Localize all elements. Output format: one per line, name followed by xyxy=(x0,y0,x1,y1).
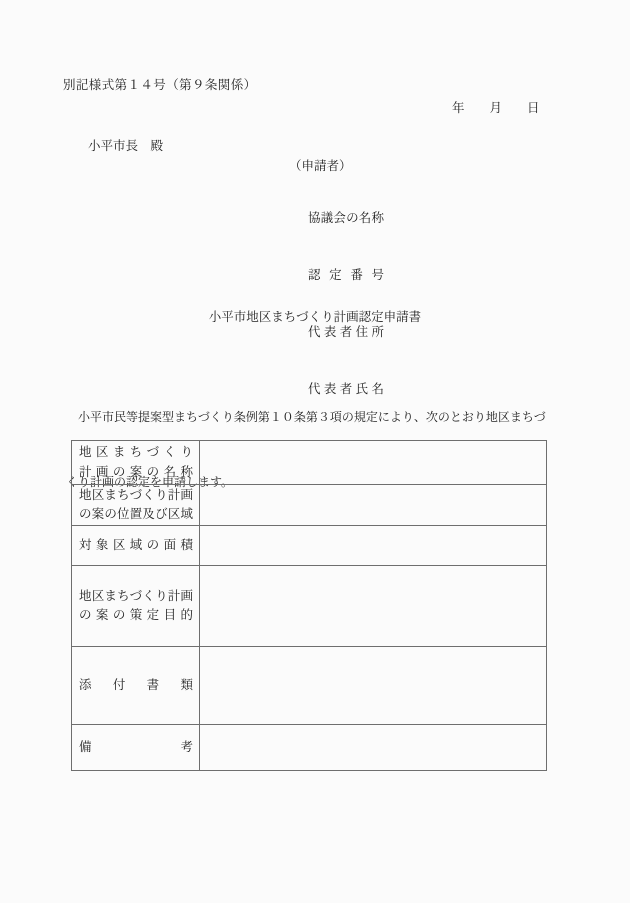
applicant-field-representative-name: 代表者氏名 xyxy=(308,381,384,396)
value-cell-plan-name xyxy=(200,441,546,484)
table-row-attachments xyxy=(72,646,546,724)
table-row-plan-purpose xyxy=(72,565,546,646)
document-title: 小平市地区まちづくり計画認定申請書 xyxy=(208,310,422,324)
value-cell-remarks xyxy=(200,725,546,770)
label-line: 地区まちづくり計画 xyxy=(79,487,193,502)
row-label-remarks xyxy=(72,725,200,770)
table-row-plan-name xyxy=(72,441,546,484)
label-line: の案の位置及び区域 xyxy=(79,507,193,521)
value-cell-plan-purpose xyxy=(200,566,546,646)
row-label-attachments xyxy=(72,647,200,724)
row-label-target-area-size xyxy=(72,526,200,565)
addressee-line: 小平市長 殿 xyxy=(88,139,164,153)
label-line: 地区まちづくり xyxy=(79,445,193,459)
value-cell-attachments xyxy=(200,647,546,724)
row-label-plan-purpose xyxy=(72,566,200,646)
date-line: 年 月 日 xyxy=(452,101,540,115)
value-cell-location-area xyxy=(200,485,546,525)
body-paragraph-line-1: 小平市民等提案型まちづくり条例第１０条第３項の規定により、次のとおり地区まちづ xyxy=(66,410,546,424)
label-line: 備考 xyxy=(79,739,193,754)
application-table xyxy=(71,440,547,771)
value-cell-target-area-size xyxy=(200,526,546,565)
applicant-heading: （申請者） xyxy=(289,159,352,173)
applicant-field-certification-number: 認定番号 xyxy=(308,268,384,282)
label-line: の案の策定目的 xyxy=(79,608,193,622)
body-paragraph-line-2: くり計画の認定を申請します。 xyxy=(66,474,234,489)
form-number-line: 別記様式第１４号（第９条関係） xyxy=(63,78,257,92)
label-line: 地区まちづくり計画 xyxy=(79,588,193,603)
table-row-location-area xyxy=(72,484,546,525)
label-line: 計画の案の名称 xyxy=(79,464,193,479)
row-label-plan-name xyxy=(72,441,200,484)
applicant-field-council-name: 協議会の名称 xyxy=(308,211,384,226)
label-line: 添付書類 xyxy=(79,677,193,692)
label-line: 対象区域の面積 xyxy=(79,537,193,552)
applicant-field-representative-address: 代表者住所 xyxy=(308,324,384,339)
table-row-remarks xyxy=(72,724,546,770)
table-row-target-area-size xyxy=(72,525,546,565)
row-label-location-area xyxy=(72,485,200,525)
